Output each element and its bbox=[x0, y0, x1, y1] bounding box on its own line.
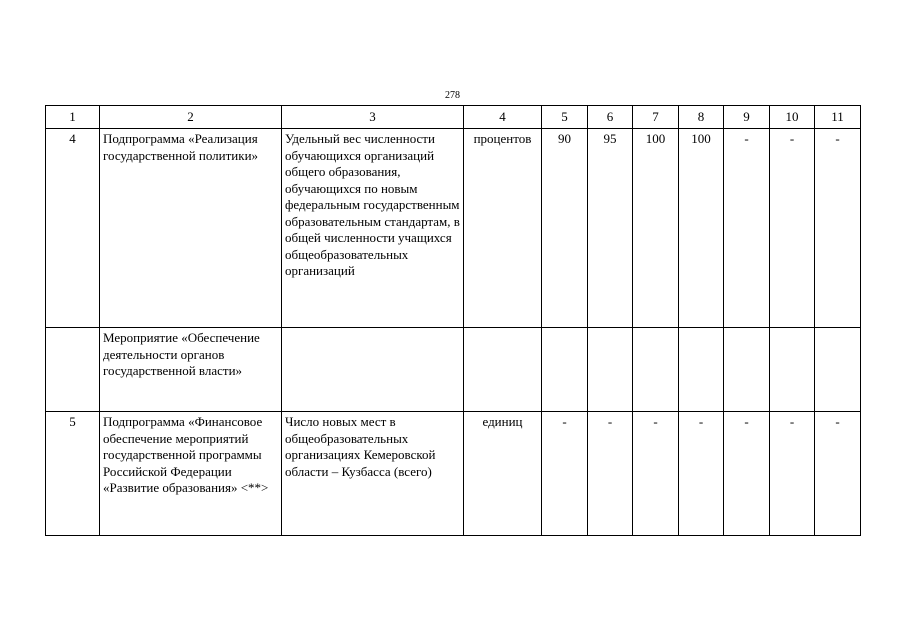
value-cell: 90 bbox=[542, 129, 588, 328]
value-cell: - bbox=[679, 412, 724, 536]
header-cell: 1 bbox=[46, 106, 100, 129]
header-cell: 3 bbox=[282, 106, 464, 129]
header-cell: 7 bbox=[633, 106, 679, 129]
row-number: 5 bbox=[46, 412, 100, 536]
header-cell: 8 bbox=[679, 106, 724, 129]
indicator-name: Число новых мест в общеобразовательных организациях Кемеровской области – Кузбасса (всего) bbox=[282, 412, 464, 536]
value-cell: - bbox=[770, 412, 815, 536]
value-cell bbox=[542, 328, 588, 412]
value-cell: - bbox=[724, 412, 770, 536]
value-cell: - bbox=[633, 412, 679, 536]
value-cell bbox=[724, 328, 770, 412]
value-cell bbox=[588, 328, 633, 412]
value-cell: - bbox=[724, 129, 770, 328]
indicators-table bbox=[45, 105, 861, 536]
table-row bbox=[46, 328, 861, 412]
header-cell: 5 bbox=[542, 106, 588, 129]
program-name: Подпрограмма «Финансовое обеспечение мероприятий государственной программы Российской Федерации «Развитие образования» <**> bbox=[100, 412, 282, 536]
table-row bbox=[46, 412, 861, 536]
header-cell: 9 bbox=[724, 106, 770, 129]
value-cell: - bbox=[588, 412, 633, 536]
value-cell bbox=[770, 328, 815, 412]
header-cell: 10 bbox=[770, 106, 815, 129]
header-cell: 11 bbox=[815, 106, 861, 129]
value-cell: 95 bbox=[588, 129, 633, 328]
header-cell: 4 bbox=[464, 106, 542, 129]
row-number: 4 bbox=[46, 129, 100, 328]
value-cell bbox=[679, 328, 724, 412]
table-row bbox=[46, 129, 861, 328]
value-cell: 100 bbox=[633, 129, 679, 328]
page-number: 278 bbox=[445, 90, 460, 101]
row-number bbox=[46, 328, 100, 412]
header-cell: 2 bbox=[100, 106, 282, 129]
program-name: Мероприятие «Обеспечение деятельности органов государственной власти» bbox=[100, 328, 282, 412]
indicator-name bbox=[282, 328, 464, 412]
unit: единиц bbox=[464, 412, 542, 536]
value-cell: - bbox=[770, 129, 815, 328]
value-cell: 100 bbox=[679, 129, 724, 328]
header-cell: 6 bbox=[588, 106, 633, 129]
unit bbox=[464, 328, 542, 412]
value-cell bbox=[815, 328, 861, 412]
program-name: Подпрограмма «Реализация государственной политики» bbox=[100, 129, 282, 328]
value-cell: - bbox=[815, 129, 861, 328]
indicator-name: Удельный вес численности обучающихся организаций общего образования, обучающихся по новым федеральным государственным образовательным стандартам, в общей численности учащихся общеобразовательных организаций bbox=[282, 129, 464, 328]
unit: процентов bbox=[464, 129, 542, 328]
value-cell bbox=[633, 328, 679, 412]
value-cell: - bbox=[542, 412, 588, 536]
value-cell: - bbox=[815, 412, 861, 536]
table-header-row bbox=[46, 106, 861, 129]
